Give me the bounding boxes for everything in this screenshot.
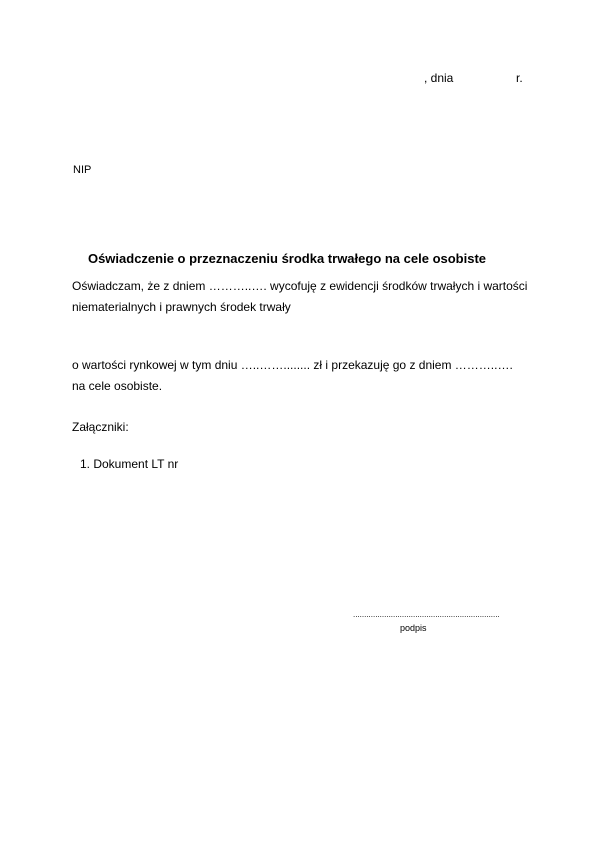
paragraph-1-line-1: Oświadczam, że z dniem ………..…. wycofuję z ewidencji środków trwałych i wartości: [72, 279, 528, 293]
attachments-heading: Załączniki:: [72, 420, 129, 434]
nip-label: NIP: [73, 164, 92, 176]
paragraph-1-line-2: niematerialnych i prawnych środek trwały: [72, 300, 291, 314]
signature-line: ..................................................................: [353, 610, 500, 619]
signature-label: podpis: [400, 623, 427, 633]
document-title: Oświadczenie o przeznaczeniu środka trwałego na cele osobiste: [87, 251, 487, 266]
paragraph-2-line-1: o wartości rynkowej w tym dniu …..……........ zł i przekazuję go z dniem ………..….: [72, 358, 513, 372]
declaration-paragraph-1: [72, 276, 527, 318]
attachment-item: 1. Dokument LT nr: [80, 457, 179, 471]
declaration-paragraph-2: [72, 355, 513, 397]
paragraph-2-line-2: na cele osobiste.: [72, 379, 163, 393]
date-prefix: , dnia: [424, 71, 454, 85]
date-suffix: r.: [516, 71, 523, 85]
